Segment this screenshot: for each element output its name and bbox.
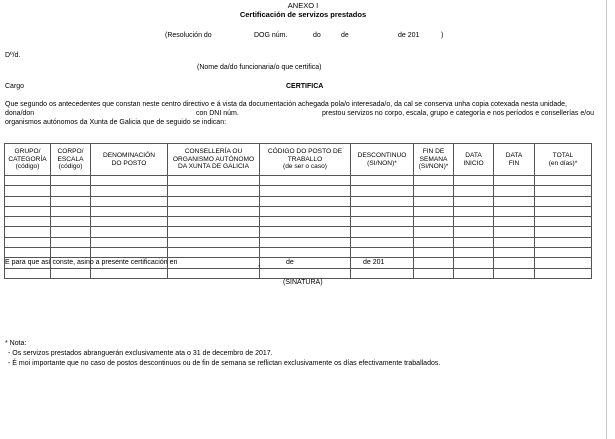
column-header-line: FIN [508, 159, 520, 167]
column-header-line: TOTAL [552, 151, 574, 159]
column-header-line: DA XUNTA DE GALICIA [178, 163, 249, 171]
column-header-line: CATEGORÍA [8, 155, 47, 163]
column-header-line: FIN DE [422, 148, 445, 156]
resolution-do: do [313, 32, 321, 39]
statement-services: prestou servizos no corpo, escala, grupo e categoría e nos períodos e consellerías e/ou [322, 110, 594, 118]
column-header [260, 144, 351, 176]
table-cell[interactable] [535, 258, 592, 268]
table-cell[interactable] [494, 268, 535, 278]
column-header-line: ORGANISMO AUTÓNOMO [172, 155, 255, 163]
column-header-line: DATA [465, 151, 482, 159]
table-cell[interactable] [414, 217, 454, 227]
column-header-line: (en días)* [548, 159, 578, 167]
closing-de: de [286, 259, 294, 266]
column-header [5, 144, 51, 176]
table-cell[interactable] [260, 237, 351, 247]
table-cell[interactable] [51, 248, 91, 258]
table-cell[interactable] [351, 237, 414, 247]
table-cell[interactable] [260, 258, 351, 268]
table-cell[interactable] [260, 206, 351, 216]
table-cell[interactable] [494, 248, 535, 258]
statement-dona-don: dona/don [5, 110, 35, 118]
table-cell[interactable] [91, 176, 168, 186]
table-cell[interactable] [535, 227, 592, 237]
column-header-line: INICIO [463, 159, 484, 167]
table-cell[interactable] [260, 186, 351, 196]
table-row [5, 176, 592, 186]
column-header-line: DESCONTINUO [357, 151, 407, 159]
table-cell[interactable] [168, 258, 260, 268]
column-header [414, 144, 454, 176]
table-cell[interactable] [260, 217, 351, 227]
table-cell[interactable] [5, 196, 51, 206]
column-header [351, 144, 414, 176]
note-item-1: - Os servizos prestados abranguerán exclusivamente ata o 31 de decembro de 2017. [8, 350, 273, 357]
table-cell[interactable] [5, 237, 51, 247]
table-cell[interactable] [454, 186, 494, 196]
table-cell[interactable] [168, 248, 260, 258]
table-cell[interactable] [351, 268, 414, 278]
column-header [535, 144, 592, 176]
table-cell[interactable] [454, 176, 494, 186]
table-cell[interactable] [535, 186, 592, 196]
table-row [5, 237, 592, 247]
table-cell[interactable] [168, 217, 260, 227]
table-cell[interactable] [414, 196, 454, 206]
table-cell[interactable] [454, 237, 494, 247]
table-row [5, 227, 592, 237]
table-cell[interactable] [91, 248, 168, 258]
column-header-line: GRUPO/ [14, 148, 41, 156]
table-cell[interactable] [535, 206, 592, 216]
table-cell[interactable] [535, 237, 592, 247]
table-row [5, 196, 592, 206]
column-header-line: (SI/NON)* [418, 163, 449, 171]
column-header-line: SEMANA [419, 155, 448, 163]
column-header-line: CORPO/ [57, 148, 84, 156]
table-cell[interactable] [51, 237, 91, 247]
table-cell[interactable] [91, 268, 168, 278]
person-label: Dº/d. [5, 52, 21, 59]
table-cell[interactable] [51, 206, 91, 216]
table-cell[interactable] [91, 196, 168, 206]
table-cell[interactable] [351, 248, 414, 258]
table-cell[interactable] [168, 196, 260, 206]
table-cell[interactable] [351, 196, 414, 206]
table-cell[interactable] [535, 176, 592, 186]
table-cell[interactable] [168, 227, 260, 237]
table-cell[interactable] [351, 186, 414, 196]
notes-title: * Nota: [5, 340, 27, 347]
table-cell[interactable] [494, 227, 535, 237]
statement-line-1: Que segundo os antecedentes que constan neste centro directivo e á vista da documentación achegada pola/o interesada/o, da cal se conserva unha copia cotexada nesta unidade, [5, 101, 567, 108]
statement-line-2 [5, 109, 605, 118]
note-item-2: - É moi importante que no caso de postos descontinuos ou de fin de semana se reflictan exclusivamente os días efectivamente traballados. [8, 360, 441, 367]
table-cell[interactable] [5, 186, 51, 196]
resolution-de: de [341, 32, 349, 39]
table-cell[interactable] [351, 227, 414, 237]
table-cell[interactable] [91, 237, 168, 247]
table-cell[interactable] [168, 206, 260, 216]
column-header-line: DATA [505, 151, 523, 159]
table-cell[interactable] [91, 206, 168, 216]
table-cell[interactable] [494, 206, 535, 216]
resolution-open: (Resolución do [165, 32, 212, 39]
person-caption: (Nome da/do funcionaria/o que certifica) [197, 64, 322, 71]
closing-text: E para que así conste, asino a presente certificación en [5, 259, 178, 266]
table-cell[interactable] [351, 217, 414, 227]
table-row [5, 268, 592, 278]
column-header-line: (código) [58, 163, 83, 171]
closing-year: de 201 [363, 259, 385, 266]
table-cell[interactable] [454, 217, 494, 227]
table-header-row [5, 144, 592, 176]
table-cell[interactable] [5, 176, 51, 186]
column-header-line: ESCALA [57, 155, 84, 163]
table-cell[interactable] [351, 206, 414, 216]
table-cell[interactable] [454, 268, 494, 278]
table-cell[interactable] [51, 227, 91, 237]
table-cell[interactable] [494, 196, 535, 206]
table-cell[interactable] [351, 176, 414, 186]
table-cell[interactable] [414, 227, 454, 237]
table-cell[interactable] [494, 258, 535, 268]
table-cell[interactable] [454, 227, 494, 237]
table-cell[interactable] [494, 237, 535, 247]
column-header-line: CONSELLERÍA OU [184, 148, 243, 156]
table-cell[interactable] [260, 268, 351, 278]
table-cell[interactable] [91, 186, 168, 196]
table-cell[interactable] [260, 248, 351, 258]
statement-paragraph [5, 100, 605, 127]
table-cell[interactable] [168, 237, 260, 247]
column-header-line: DENOMINACIÓN [102, 151, 156, 159]
column-header [91, 144, 168, 176]
table-cell[interactable] [168, 176, 260, 186]
table-cell[interactable] [414, 268, 454, 278]
resolution-close: ) [441, 32, 444, 39]
column-header-line: DO POSTO [111, 159, 147, 167]
table-cell[interactable] [5, 227, 51, 237]
table-cell[interactable] [51, 176, 91, 186]
table-cell[interactable] [5, 268, 51, 278]
table-row [5, 217, 592, 227]
column-header [168, 144, 260, 176]
table-cell[interactable] [5, 206, 51, 216]
table-cell[interactable] [414, 258, 454, 268]
table-cell[interactable] [454, 196, 494, 206]
column-header-line: (de ser o caso) [283, 163, 327, 171]
statement-line-3: organismos autónomos da Xunta de Galicia que de seguido se indican: [5, 119, 227, 127]
table-cell[interactable] [454, 206, 494, 216]
table-cell[interactable] [414, 176, 454, 186]
column-header-line: TRABALLO [287, 155, 323, 163]
table-cell[interactable] [535, 217, 592, 227]
annex-label: ANEXO I [287, 1, 319, 10]
column-header [51, 144, 91, 176]
table-cell[interactable] [91, 217, 168, 227]
table-cell[interactable] [51, 268, 91, 278]
resolution-dog: DOG núm. [254, 32, 288, 39]
document-title: Certificación de servizos prestados [239, 10, 367, 19]
table-cell[interactable] [51, 196, 91, 206]
table-cell[interactable] [91, 227, 168, 237]
table-cell[interactable] [5, 217, 51, 227]
table-cell[interactable] [5, 248, 51, 258]
column-header-line: CÓDIGO DO POSTO DE [267, 148, 343, 156]
statement-dni: con DNI núm. [196, 110, 239, 118]
table-cell[interactable] [454, 258, 494, 268]
signature-label: (SINATURA) [283, 279, 323, 286]
table-cell[interactable] [494, 217, 535, 227]
table-cell[interactable] [51, 217, 91, 227]
table-cell[interactable] [414, 248, 454, 258]
table-cell[interactable] [414, 186, 454, 196]
table-cell[interactable] [168, 268, 260, 278]
table-cell[interactable] [168, 186, 260, 196]
office-label: Cargo [5, 83, 25, 90]
closing-comma: , [258, 261, 260, 268]
table-cell[interactable] [414, 206, 454, 216]
table-row [5, 186, 592, 196]
resolution-year: de 201 [398, 32, 420, 39]
table-cell[interactable] [535, 268, 592, 278]
table-cell[interactable] [260, 196, 351, 206]
table-cell[interactable] [260, 176, 351, 186]
column-header [494, 144, 535, 176]
table-cell[interactable] [414, 237, 454, 247]
table-row [5, 206, 592, 216]
table-cell[interactable] [535, 196, 592, 206]
column-header [454, 144, 494, 176]
table-cell[interactable] [494, 186, 535, 196]
column-header-line: (código) [15, 163, 40, 171]
table-cell[interactable] [494, 176, 535, 186]
table-cell[interactable] [51, 186, 91, 196]
table-cell[interactable] [535, 248, 592, 258]
table-cell[interactable] [260, 227, 351, 237]
certifica-heading: CERTIFICA [286, 83, 324, 90]
table-row [5, 248, 592, 258]
column-header-line: (SI/NON)* [367, 159, 397, 167]
table-cell[interactable] [454, 248, 494, 258]
